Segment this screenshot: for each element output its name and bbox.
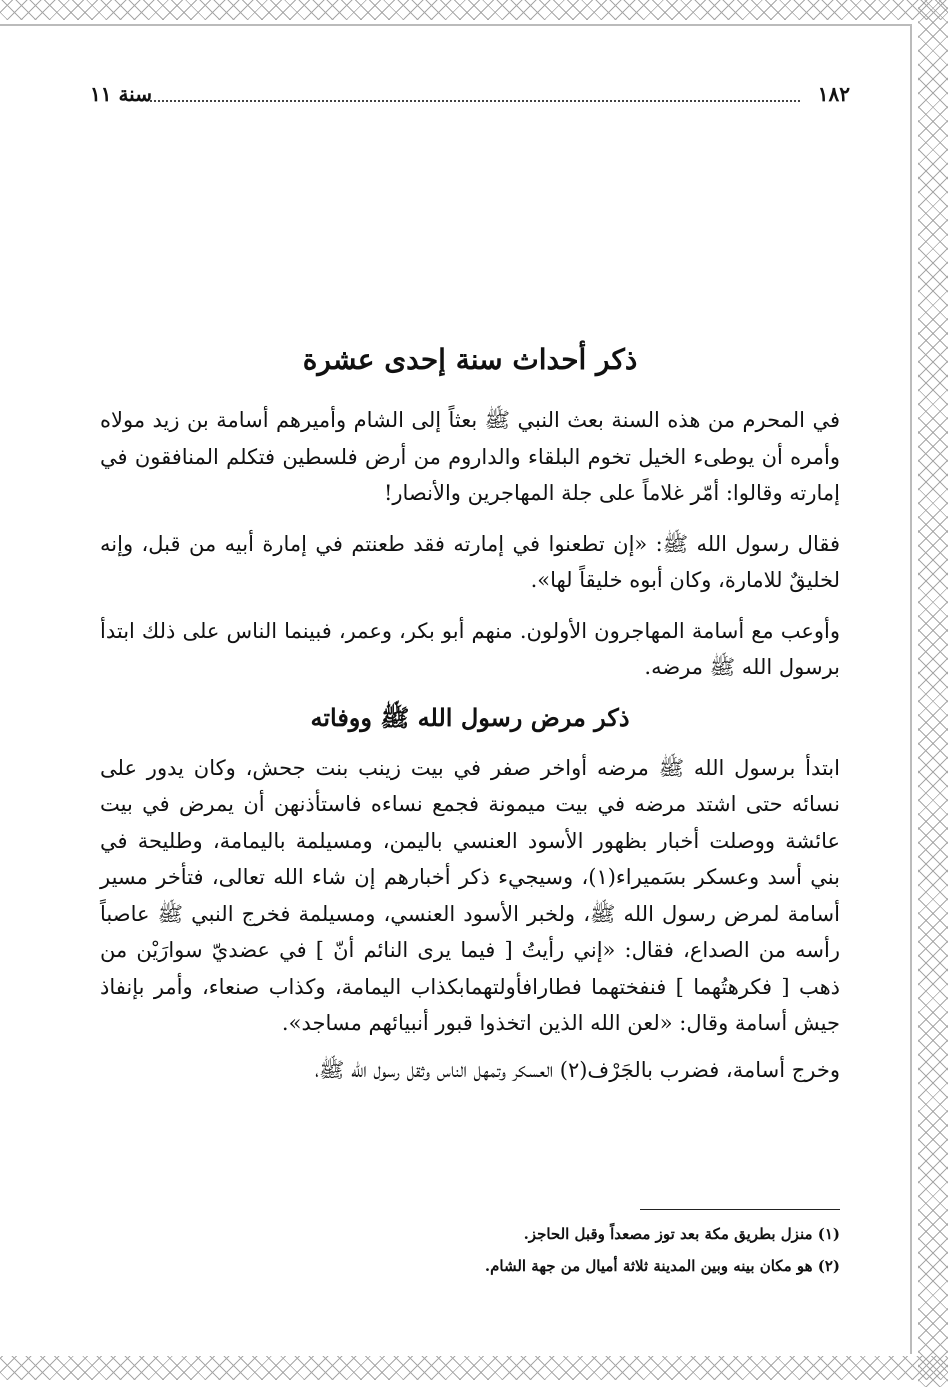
footnote-separator bbox=[640, 1209, 840, 1210]
frame-rule-right bbox=[910, 24, 912, 1354]
footnotes bbox=[100, 1218, 840, 1282]
decorative-border-right bbox=[918, 0, 948, 1387]
header-dotted-leader bbox=[150, 100, 800, 102]
paragraph: فقال رسول الله ﷺ: «إن تطعنوا في إمارته فقد طعنتم في إمارة أبيه من قبل، وإنه لخليقٌ للامارة، وكان أبوه خليقاً لها». bbox=[100, 531, 840, 592]
frame-rule-top bbox=[0, 24, 912, 26]
footnote: (١) منزل بطريق مكة بعد توز مصعداً وقبل الحاجز. bbox=[523, 1225, 840, 1243]
main-content bbox=[100, 340, 840, 1102]
page-number: ١٨٢ bbox=[817, 82, 850, 106]
footnote: (٢) هو مكان بينه وبين المدينة ثلاثة أميال من جهة الشام. bbox=[484, 1257, 840, 1275]
paragraph: وخرج أسامة، فضرب بالجَرْف(٢) العسكر وتمهل الناس وثقل رسول الله ﷺ، bbox=[314, 1057, 840, 1082]
paragraph: ابتدأ برسول الله ﷺ مرضه أواخر صفر في بيت زينب بنت جحش، وكان يدور على نسائه حتى اشتد مرضه في بيت ميمونة فجمع نساءه فاستأذنهن أن يمرض في بيت عائشة ووصلت أخبار بظهور الأسود العنسي باليمن، ومسيلمة باليمامة، وطليحة في بني أسد وعسكر بسَميراء(١)، وسيجيء ذكر أخبارهم إن شاء الله تعالى، فتأخر مسير أسامة لمرض رسول الله ﷺ، ولخبر الأسود العنسي، ومسيلمة فخرج النبي ﷺ عاصباً رأسه من الصداع، فقال: «إني رأيتُ [ فيما يرى النائم أنّ ] في عضديّ سوارَيْن من ذهب [ فكرهتُهما ] فنفختهما فطارافأولتهمابكذاب اليمامة، وكذاب صنعاء، وأمر بإنفاذ جيش أسامة وقال: «لعن الله الذين اتخذوا قبور أنبيائهم مساجد». bbox=[100, 755, 840, 1035]
paragraph: وأوعب مع أسامة المهاجرون الأولون. منهم أبو بكر، وعمر، فبينما الناس على ذلك ابتدأ برسول الله ﷺ مرضه. bbox=[100, 618, 840, 679]
decorative-border-bottom bbox=[0, 1356, 948, 1380]
running-head: سنة ١١ bbox=[90, 82, 152, 106]
paragraph: في المحرم من هذه السنة بعث النبي ﷺ بعثاً إلى الشام وأميرهم أسامة بن زيد مولاه وأمره أن يوطىء الخيل تخوم البلقاء والداروم من أرض فلسطين فتكلم المنافقون في إمارته وقالوا: أمّر غلاماً على جلة المهاجرين والأنصار! bbox=[100, 408, 840, 505]
chapter-title: ذكر أحداث سنة إحدى عشرة bbox=[302, 343, 638, 376]
decorative-border-top bbox=[0, 0, 948, 20]
section-title: ذكر مرض رسول الله ﷺ ووفاته bbox=[310, 702, 630, 732]
page-header bbox=[90, 82, 850, 116]
